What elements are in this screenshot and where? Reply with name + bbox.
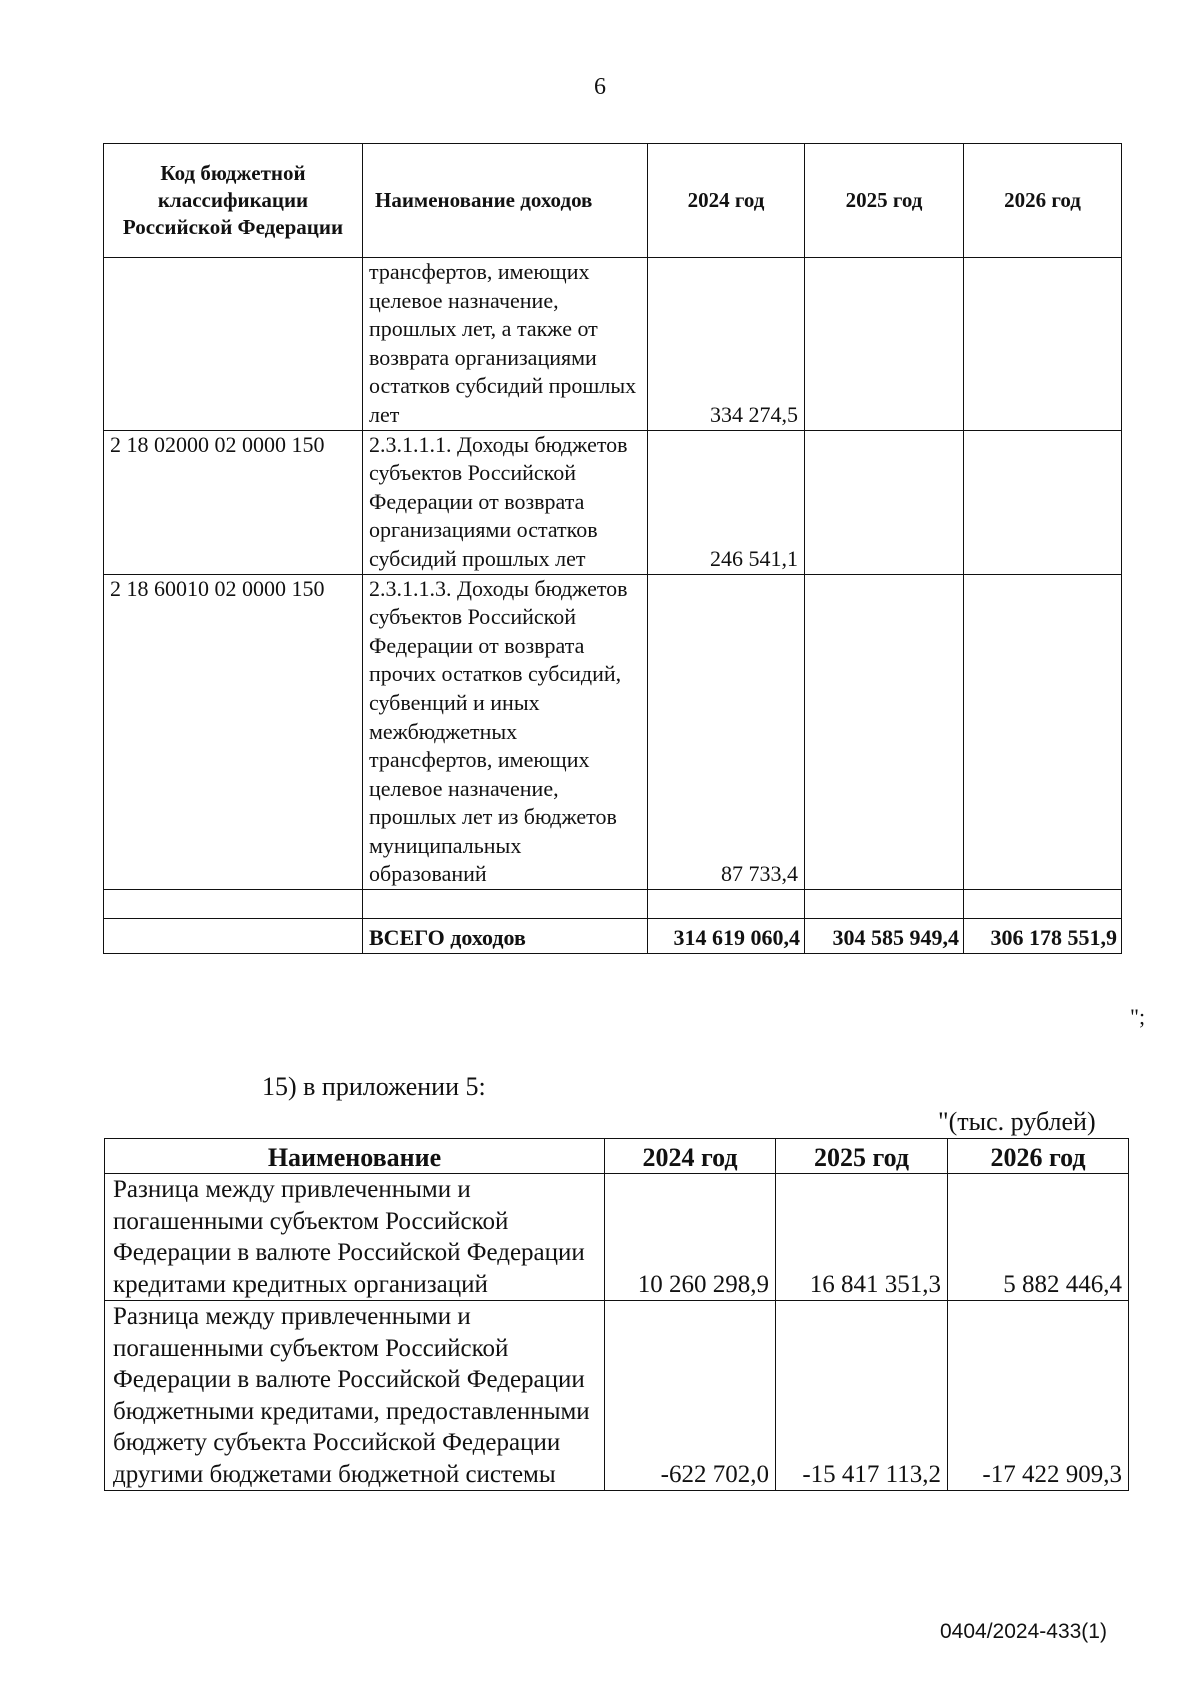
closing-quote-mark: ";	[1130, 1004, 1146, 1029]
row-2026	[964, 574, 1122, 890]
unit-note: "(тыс. рублей)	[938, 1107, 1096, 1136]
row-name: Разница между привлеченными и погашенными субъектом Российской Федерации в валюте Российской Федерации бюджетными кредитами, предоставленными бюджету субъекта Российской Федерации другими бюджетами бюджетной системы	[105, 1301, 605, 1491]
row-2026: 5 882 446,4	[948, 1174, 1129, 1301]
row-2025	[805, 258, 964, 431]
page-number: 6	[594, 74, 606, 100]
row-2024: 10 260 298,9	[605, 1174, 776, 1301]
row-2024: 246 541,1	[648, 430, 805, 574]
section-title: 15) в приложении 5:	[262, 1072, 486, 1101]
row-name: 2.3.1.1.3. Доходы бюджетов субъектов Российской Федерации от возврата прочих остатков субсидий, субвенций и иных межбюджетных трансфертов, имеющих целевое назначение, прошлых лет из бюджетов муниципальных образований	[363, 574, 648, 890]
row-2025	[805, 574, 964, 890]
row-2026	[964, 258, 1122, 431]
total-2025: 304 585 949,4	[805, 919, 964, 954]
header-2024: 2024 год	[605, 1139, 776, 1174]
appendix-table-header-row	[105, 1139, 1129, 1174]
row-2024: -622 702,0	[605, 1301, 776, 1491]
table-row	[105, 1301, 1129, 1491]
row-name: 2.3.1.1.1. Доходы бюджетов субъектов Российской Федерации от возврата организациями остатков субсидий прошлых лет	[363, 430, 648, 574]
header-name: Наименование доходов	[363, 144, 648, 258]
table-row	[104, 258, 1122, 431]
row-2024: 87 733,4	[648, 574, 805, 890]
header-2026: 2026 год	[948, 1139, 1129, 1174]
row-2025	[805, 430, 964, 574]
total-row	[104, 919, 1122, 954]
header-2025: 2025 год	[805, 144, 964, 258]
row-code: 2 18 60010 02 0000 150	[104, 574, 363, 890]
header-code: Код бюджетной классификации Российской Федерации	[104, 144, 363, 258]
table-row	[105, 1174, 1129, 1301]
header-2026: 2026 год	[964, 144, 1122, 258]
empty-row	[104, 890, 1122, 919]
total-label: ВСЕГО доходов	[363, 919, 648, 954]
row-name: Разница между привлеченными и погашенными субъектом Российской Федерации в валюте Российской Федерации кредитами кредитных организаций	[105, 1174, 605, 1301]
total-2026: 306 178 551,9	[964, 919, 1122, 954]
header-name: Наименование	[105, 1139, 605, 1174]
revenue-table	[103, 143, 1122, 954]
row-2024: 334 274,5	[648, 258, 805, 431]
row-2026: -17 422 909,3	[948, 1301, 1129, 1491]
header-2025: 2025 год	[776, 1139, 948, 1174]
row-2026	[964, 430, 1122, 574]
row-2025: 16 841 351,3	[776, 1174, 948, 1301]
table-row	[104, 574, 1122, 890]
row-2025: -15 417 113,2	[776, 1301, 948, 1491]
appendix-5-table	[104, 1138, 1129, 1491]
document-number: 0404/2024-433(1)	[940, 1620, 1107, 1643]
row-name: трансфертов, имеющих целевое назначение, прошлых лет, а также от возврата организациями остатков субсидий прошлых лет	[363, 258, 648, 431]
table-row	[104, 430, 1122, 574]
total-2024: 314 619 060,4	[648, 919, 805, 954]
row-code	[104, 258, 363, 431]
header-2024: 2024 год	[648, 144, 805, 258]
revenue-table-header-row	[104, 144, 1122, 258]
row-code: 2 18 02000 02 0000 150	[104, 430, 363, 574]
